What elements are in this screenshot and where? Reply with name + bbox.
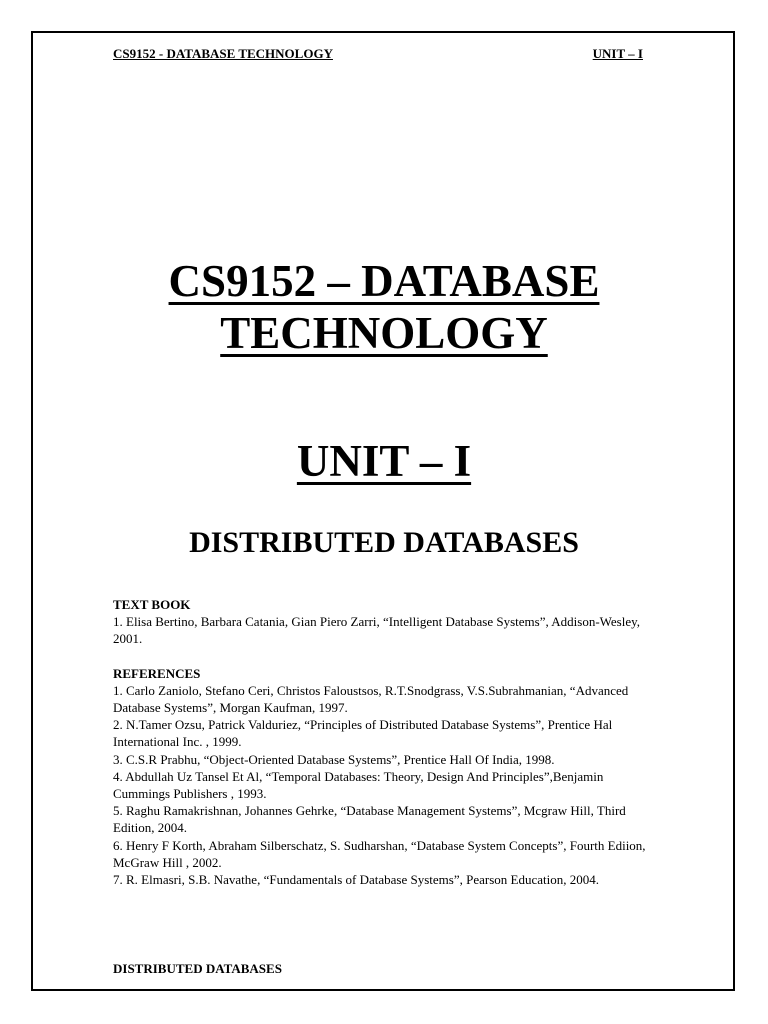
header-course-title: CS9152 - DATABASE TECHNOLOGY (113, 46, 333, 61)
document-title-line-1: CS9152 – DATABASE (168, 256, 600, 306)
references-heading: REFERENCES (113, 665, 201, 681)
header-unit-label: UNIT – I (592, 46, 643, 61)
reference-item: 6. Henry F Korth, Abraham Silberschatz, S. Sudharshan, “Database System Concepts”, Fourth Ediion, McGraw Hill , 2002. (113, 837, 646, 870)
unit-title-text: UNIT – I (296, 436, 472, 486)
reference-item: 1. Carlo Zaniolo, Stefano Ceri, Christos Faloustsos, R.T.Snodgrass, V.S.Subrahmanian, “Advanced Database Systems”, Morgan Kaufman, 1997. (113, 682, 629, 716)
document-title-line-2: TECHNOLOGY (220, 308, 548, 358)
reference-item: 2. N.Tamer Ozsu, Patrick Valduriez, “Principles of Distributed Database Systems”, Prentice Hal International Inc. , 1999. (113, 717, 613, 750)
section-heading-distributed-databases: DISTRIBUTED DATABASES (113, 961, 282, 976)
section-gap (113, 648, 653, 665)
reference-item: 3. C.S.R Prabhu, “Object-Oriented Database Systems”, Prentice Hall Of India, 1998. (113, 751, 555, 767)
subject-title: DISTRIBUTED DATABASES (189, 526, 579, 559)
unit-title (0, 433, 768, 489)
reference-item: 4. Abdullah Uz Tansel Et Al, “Temporal Databases: Theory, Design And Principles”,Benjamin Cummings Publishers , 1993. (113, 768, 604, 802)
reference-item: 5. Raghu Ramakrishnan, Johannes Gehrke, “Database Management Systems”, Mcgraw Hill, Third Edition, 2004. (113, 803, 626, 836)
document-title (0, 255, 768, 359)
textbook-item: 1. Elisa Bertino, Barbara Catania, Gian Piero Zarri, “Intelligent Database Systems”, Addison-Wesley, 2001. (113, 614, 640, 647)
textbook-heading: TEXT BOOK (113, 597, 191, 612)
bibliography (113, 596, 653, 888)
reference-item: 7. R. Elmasri, S.B. Navathe, “Fundamentals of Database Systems”, Pearson Education, 2004. (113, 872, 599, 888)
